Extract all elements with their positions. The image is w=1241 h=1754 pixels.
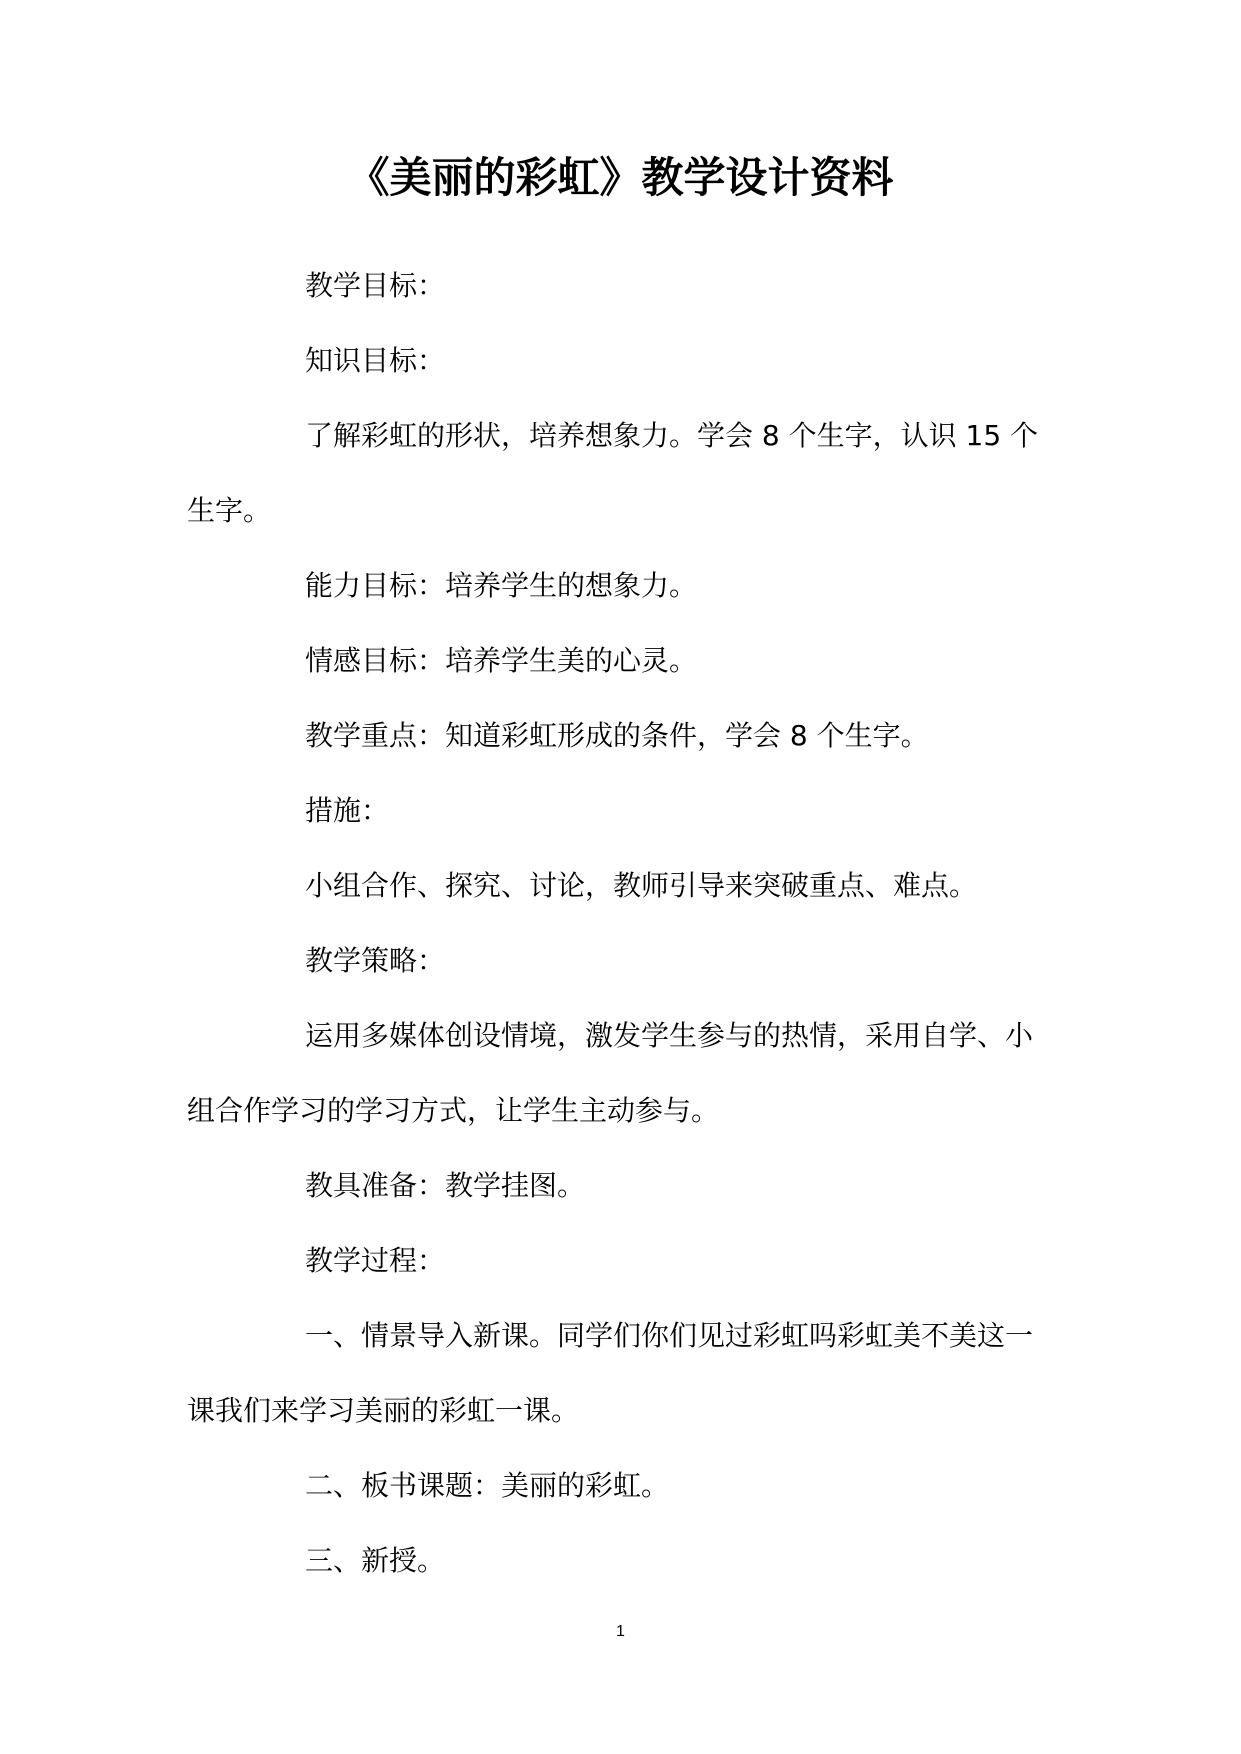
document-title: 《美丽的彩虹》教学设计资料 (347, 153, 894, 202)
paragraph-step-one: 一、情景导入新课。同学们你们见过彩虹吗彩虹美不美这一课我们来学习美丽的彩虹一课。 (187, 1319, 1034, 1427)
page-number: 1 (616, 1623, 625, 1640)
paragraph-emotion-objectives: 情感目标：培养学生美的心灵。 (305, 644, 698, 677)
paragraph-measures-heading: 措施： (305, 794, 390, 827)
paragraph-ability-objectives: 能力目标：培养学生的想象力。 (305, 569, 698, 602)
paragraph-step-three: 三、新授。 (305, 1544, 446, 1577)
paragraph-process-heading: 教学过程： (305, 1244, 446, 1277)
paragraph-teaching-focus: 教学重点：知道彩虹形成的条件，学会 8 个生字。 (305, 719, 929, 752)
paragraph-knowledge-objectives: 知识目标： (305, 344, 446, 377)
paragraph-teaching-aids: 教具准备：教学挂图。 (305, 1169, 586, 1202)
paragraph-strategy-heading: 教学策略： (305, 944, 446, 977)
paragraph-knowledge-content: 了解彩虹的形状，培养想象力。学会 8 个生字，认识 15 个生字。 (187, 419, 1039, 527)
paragraph-strategy-content: 运用多媒体创设情境，激发学生参与的热情，采用自学、小组合作学习的学习方式，让学生主动参与。 (187, 1019, 1034, 1127)
paragraph-step-two: 二、板书课题：美丽的彩虹。 (305, 1469, 670, 1502)
paragraph-teaching-objectives: 教学目标： (305, 269, 446, 302)
paragraph-measures-content: 小组合作、探究、讨论，教师引导来突破重点、难点。 (305, 869, 978, 902)
